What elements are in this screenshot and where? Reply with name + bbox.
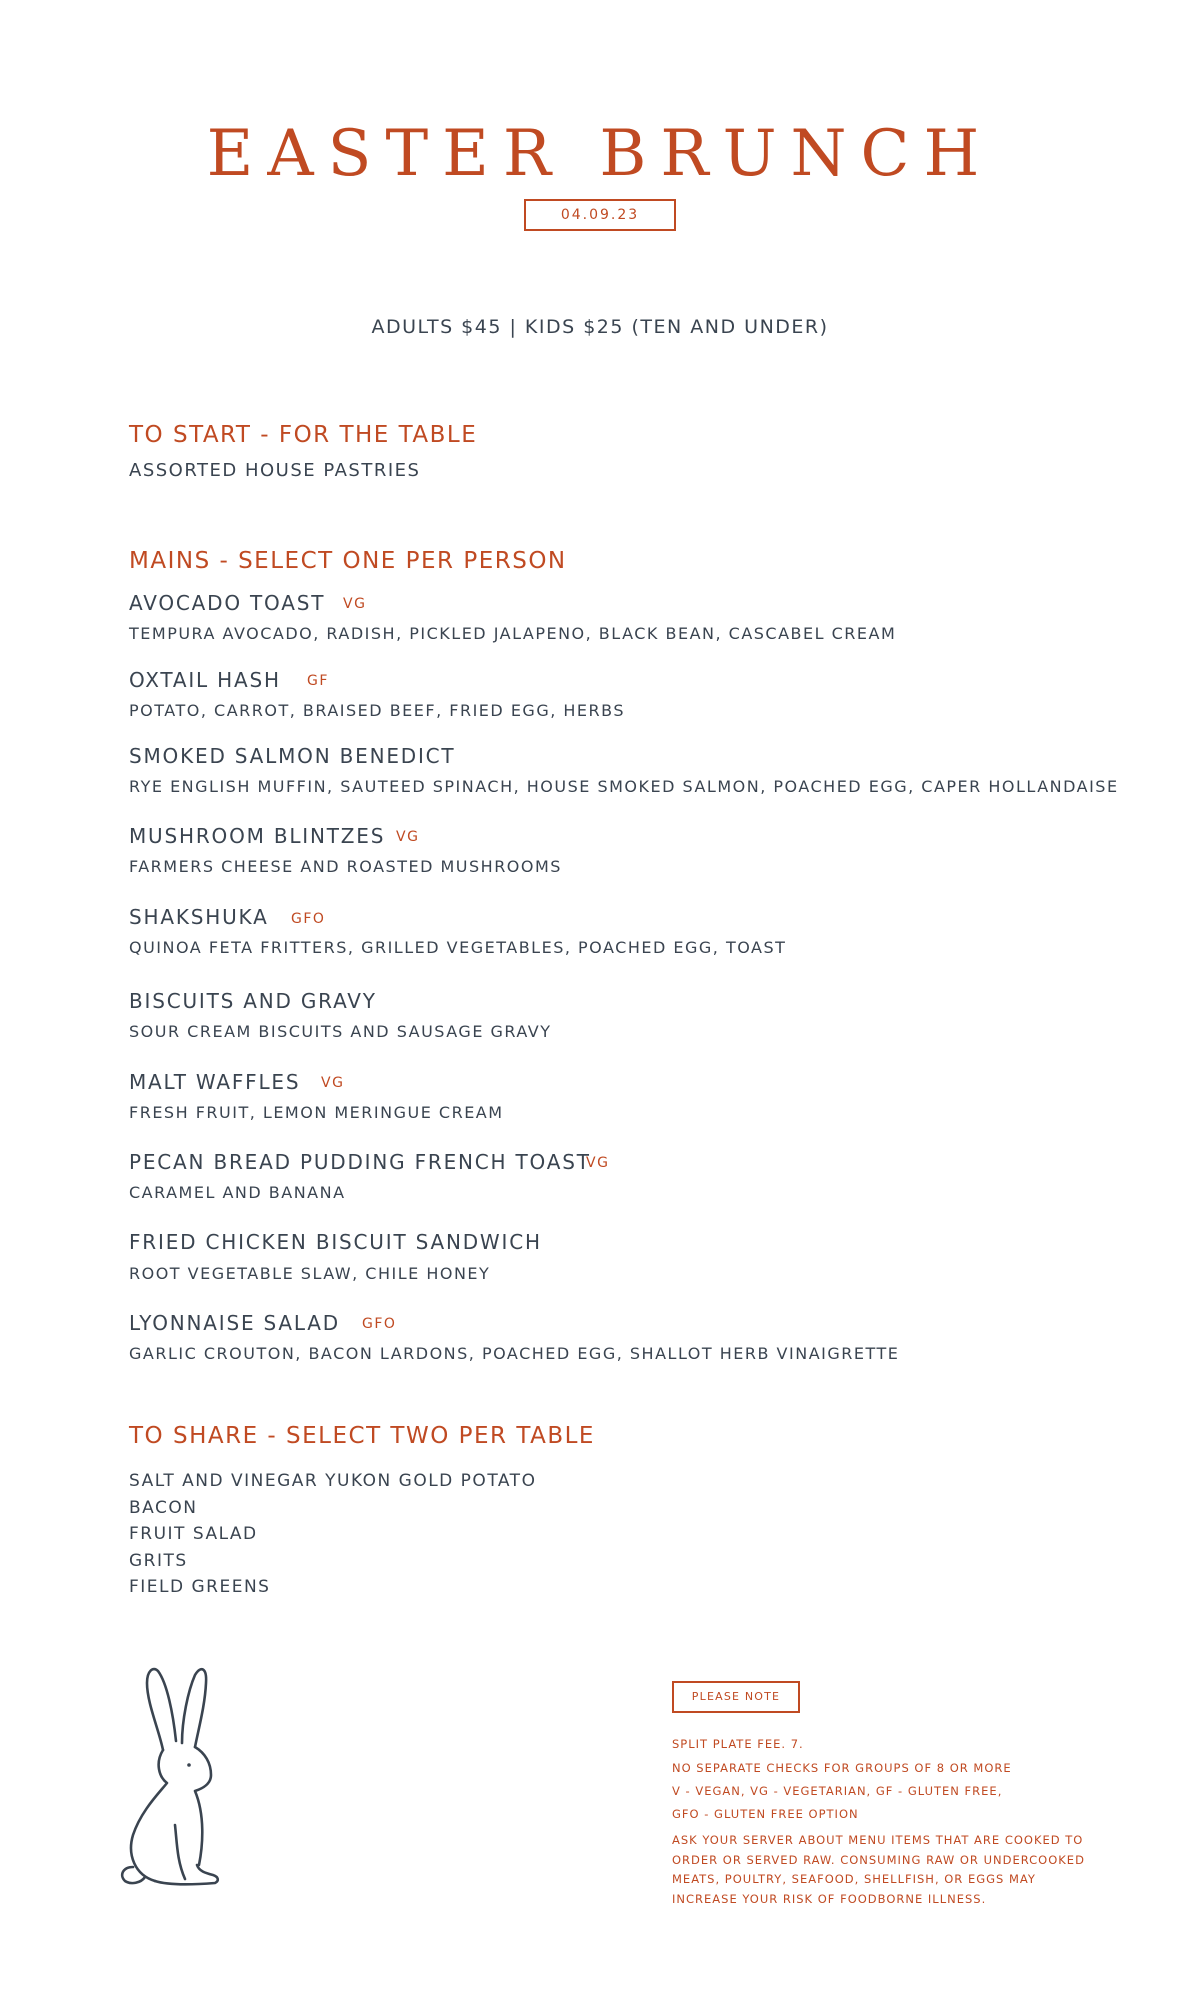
list-item: SALT AND VINEGAR YUKON GOLD POTATO (129, 1471, 537, 1491)
dietary-tag: GFO (291, 911, 326, 927)
dish-name: SHAKSHUKA (129, 905, 269, 929)
note-line: NO SEPARATE CHECKS FOR GROUPS OF 8 OR MORE (672, 1761, 1012, 1775)
dietary-tag: GFO (362, 1316, 397, 1332)
menu-date-badge: 04.09.23 (524, 199, 676, 231)
dish-name: OXTAIL HASH (129, 668, 281, 692)
dietary-tag: VG (586, 1155, 610, 1171)
list-item: FIELD GREENS (129, 1577, 271, 1597)
dish-name: LYONNAISE SALAD (129, 1311, 340, 1335)
dish-description: ROOT VEGETABLE SLAW, CHILE HONEY (129, 1264, 491, 1283)
dish-description: QUINOA FETA FRITTERS, GRILLED VEGETABLES, POACHED EGG, TOAST (129, 938, 787, 957)
note-line: GFO - GLUTEN FREE OPTION (672, 1807, 859, 1821)
starter-item: ASSORTED HOUSE PASTRIES (129, 460, 421, 481)
dish-description: RYE ENGLISH MUFFIN, SAUTEED SPINACH, HOUSE SMOKED SALMON, POACHED EGG, CAPER HOLLANDAISE (129, 777, 1119, 796)
menu-title: EASTER BRUNCH (206, 117, 994, 191)
dish-name: AVOCADO TOAST (129, 591, 326, 615)
list-item: FRUIT SALAD (129, 1524, 258, 1544)
dish-name: PECAN BREAD PUDDING FRENCH TOAST (129, 1150, 591, 1174)
dish-name: BISCUITS AND GRAVY (129, 989, 377, 1013)
dietary-tag: VG (396, 829, 420, 845)
price-line: ADULTS $45 | KIDS $25 (TEN AND UNDER) (371, 316, 829, 338)
dish-name: FRIED CHICKEN BISCUIT SANDWICH (129, 1230, 542, 1254)
rabbit-icon (115, 1665, 250, 1897)
list-item: GRITS (129, 1550, 188, 1571)
dish-description: GARLIC CROUTON, BACON LARDONS, POACHED EGG, SHALLOT HERB VINAIGRETTE (129, 1344, 900, 1363)
dish-description: TEMPURA AVOCADO, RADISH, PICKLED JALAPENO, BLACK BEAN, CASCABEL CREAM (129, 624, 897, 643)
dish-description: SOUR CREAM BISCUITS AND SAUSAGE GRAVY (129, 1022, 552, 1041)
food-safety-warning: ASK YOUR SERVER ABOUT MENU ITEMS THAT ARE COOKED TO ORDER OR SERVED RAW. CONSUMING RAW OR UNDERCOOKED MEATS, POULTRY, SEAFOOD, SHELLFISH, OR EGGS MAY INCREASE YOUR RISK OF FOODBORNE ILLNESS. (672, 1833, 1085, 1906)
dish-description: POTATO, CARROT, BRAISED BEEF, FRIED EGG, HERBS (129, 701, 625, 720)
dish-description: FARMERS CHEESE AND ROASTED MUSHROOMS (129, 857, 562, 876)
list-item: BACON (129, 1497, 198, 1518)
dish-name: SMOKED SALMON BENEDICT (129, 744, 456, 768)
please-note-badge: PLEASE NOTE (672, 1681, 800, 1713)
note-line: V - VEGAN, VG - VEGETARIAN, GF - GLUTEN FREE, (672, 1784, 1003, 1798)
dish-name: MALT WAFFLES (129, 1070, 301, 1094)
dish-name: MUSHROOM BLINTZES (129, 824, 386, 848)
share-list (129, 1468, 536, 1601)
dish-description: CARAMEL AND BANANA (129, 1183, 346, 1202)
dietary-tag: GF (307, 673, 329, 689)
dish-description: FRESH FRUIT, LEMON MERINGUE CREAM (129, 1103, 504, 1122)
section-heading-share: TO SHARE - SELECT TWO PER TABLE (129, 1423, 595, 1449)
dietary-tag: VG (321, 1075, 345, 1091)
note-line: SPLIT PLATE FEE. 7. (672, 1737, 804, 1751)
section-heading-start: TO START - FOR THE TABLE (129, 422, 478, 448)
dietary-tag: VG (343, 596, 367, 612)
section-heading-mains: MAINS - SELECT ONE PER PERSON (129, 548, 567, 574)
